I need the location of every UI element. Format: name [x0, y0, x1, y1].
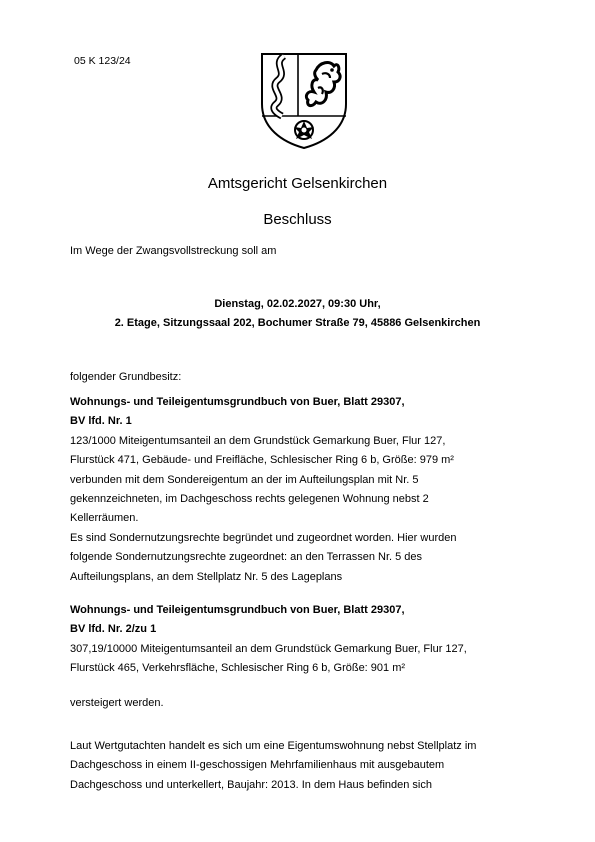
intro-text: Im Wege der Zwangsvollstreckung soll am: [70, 245, 277, 257]
property-item-2: [70, 601, 550, 679]
court-name: Amtsgericht Gelsenkirchen: [207, 175, 388, 192]
item-bv-number: BV lfd. Nr. 1: [70, 415, 132, 428]
item-line: Flurstück 465, Verkehrsfläche, Schlesischer Ring 6 b, Größe: 901 m²: [70, 662, 406, 675]
case-reference: 05 K 123/24: [74, 55, 131, 67]
subject-text: folgender Grundbesitz:: [70, 371, 182, 383]
document-title: Beschluss: [263, 211, 332, 228]
item-line: Es sind Sondernutzungsrechte begründet und zugeordnet worden. Hier wurden: [70, 531, 457, 544]
item-line: verbunden mit dem Sondereigentum an der im Aufteilungsplan mit Nr. 5: [70, 473, 419, 486]
valuation-line: Laut Wertgutachten handelt es sich um eine Eigentumswohnung nebst Stellplatz im: [70, 740, 477, 752]
valuation-line: Dachgeschoss in einem II-geschossigen Mehrfamilienhaus mit ausgebautem: [70, 759, 445, 772]
nrw-coat-of-arms-icon: [258, 48, 350, 150]
closing-text: versteigert werden.: [70, 697, 164, 709]
item-line: Kellerräumen.: [70, 512, 139, 525]
item-line: Aufteilungsplans, an dem Stellplatz Nr. 5 des Lageplans: [70, 570, 343, 583]
item-bv-number: BV lfd. Nr. 2/zu 1: [70, 623, 157, 636]
appointment-block: [0, 295, 595, 334]
item-line: folgende Sondernutzungsrechte zugeordnet: an den Terrassen Nr. 5 des: [70, 551, 423, 564]
appointment-location: 2. Etage, Sitzungssaal 202, Bochumer Straße 79, 45886 Gelsenkirchen: [114, 317, 481, 330]
item-line: 307,19/10000 Miteigentumsanteil an dem Grundstück Gemarkung Buer, Flur 127,: [70, 642, 467, 655]
item-heading: Wohnungs- und Teileigentumsgrundbuch von Buer, Blatt 29307,: [70, 604, 405, 616]
item-line: 123/1000 Miteigentumsanteil an dem Grundstück Gemarkung Buer, Flur 127,: [70, 434, 446, 447]
valuation-paragraph: [70, 737, 550, 795]
item-line: gekennzeichneten, im Dachgeschoss rechts gelegenen Wohnung nebst 2: [70, 493, 429, 506]
appointment-date: Dienstag, 02.02.2027, 09:30 Uhr,: [214, 298, 381, 310]
item-line: Flurstück 471, Gebäude- und Freifläche, Schlesischer Ring 6 b, Größe: 979 m²: [70, 454, 454, 467]
property-item-1: [70, 393, 550, 587]
item-heading: Wohnungs- und Teileigentumsgrundbuch von Buer, Blatt 29307,: [70, 396, 405, 408]
valuation-line: Dachgeschoss und unterkellert, Baujahr: 2013. In dem Haus befinden sich: [70, 778, 432, 791]
